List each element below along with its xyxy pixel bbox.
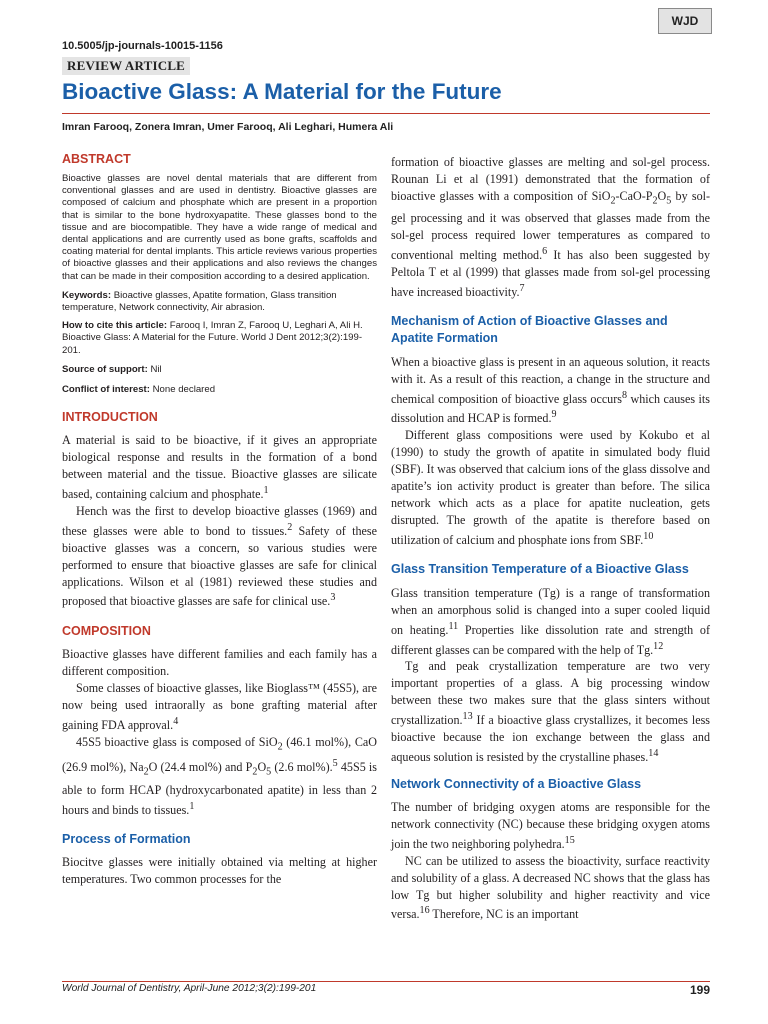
abstract-text: Bioactive glasses are novel dental materials that are different from conventional glasses and are used in dentistry. Bioactive glasses are composed of calcium and phosphate which are present in a proportion that is similar to the bone hydroxyapatite. These glasses bond to the tissue and are biocompatible. They have a wide range of medical and dental applications and are currently used as bone grafts, scaffolds and coating material for dental implants. This article reviews various properties of bioactive glasses and their applications and also reviews the changes that can be made in their composition according to a desired application. [62,173,377,282]
network-paragraph-1: The number of bridging oxygen atoms are responsible for the network connectivity (NC) because these bridging oxygen atoms join the two neighboring polyhedra.$^{15}$ [391,799,710,851]
process-heading: Process of Formation [62,832,191,847]
footer-divider [62,981,710,982]
journal-tag: WJD [658,8,712,34]
composition-paragraph-1: Bioactive glasses have different families and each family has a different composition. [62,647,377,679]
composition-paragraph-2: Some classes of bioactive glasses, like Bioglass™ (45S5), are now being used intraorally as bone grafting material after gaining FDA approval.$^4$ [62,681,377,733]
composition-heading: COMPOSITION [62,624,151,639]
keywords-label: Keywords: [62,289,112,301]
right-column [391,154,710,923]
citation-text: Farooq I, Imran Z, Farooq U, Leghari A, Ali H. Bioactive Glass: A Material for the Future. World J Dent 2012;3(2):199-201. [62,320,363,356]
conflict-label: Conflict of interest: [62,384,150,396]
support-label: Source of support: [62,363,148,375]
process-paragraph-2: formation of bioactive glasses are melting and sol-gel process. Rounan Li et al (1991) demonstrated that the formation of bioactive glasses with a composition of $SiO_2-CaO-P_2O_5$ by sol-gel processing and it was observed that glasses made from the sol-gel process required lower temperatures as compared to conventional melting method.$^6$ It has also been suggested by Peltola T et al (1999) that glasses made from sol-gel processing have increased bioactivity.$^7$ [391,155,711,299]
support-value: Nil [150,363,162,375]
glass-transition-heading: Glass Transition Temperature of a Bioactive Glass [391,561,689,576]
title-divider [62,113,710,114]
article-title: Bioactive Glass: A Material for the Future [62,79,502,104]
introduction-heading: INTRODUCTION [62,410,158,425]
author-list: Imran Farooq, Zonera Imran, Umer Farooq, Ali Leghari, Humera Ali [62,121,394,133]
source-of-support [62,364,377,376]
composition-paragraph-3: 45S5 bioactive glass is composed of SiO$_2$ (46.1 mol%), CaO (26.9 mol%), $Na_2O$ (24.4 mol%) and $P_2O_5$ (2.6 mol%).$^5$ 45S5 is able to form HCAP (hydroxycarbonated apatite) in less than 2 hours and binds to tissues.$^1$ [62,734,377,817]
abstract-heading: ABSTRACT [62,152,131,166]
citation [62,320,377,357]
mechanism-heading: Mechanism of Action of Bioactive Glasses and Apatite Formation [391,313,668,345]
glass-transition-paragraph-2: Tg and peak crystallization temperature are two very important properties of a glass. A big processing window between these two makes sure that the glass sinters without crystallization.$^{13}$ If a bioactive glass crystallizes, it becomes less bioactive because the ion exchange between the glass and aqueous solution is resisted by the crystalline phases.$^{14}$ [391,659,710,765]
page-number: 199 [689,983,710,997]
footer-journal-citation: World Journal of Dentistry, April-June 2012;3(2):199-201 [62,983,317,994]
keywords [62,290,377,314]
network-heading: Network Connectivity of a Bioactive Glass [391,776,642,791]
process-paragraph-1: Biocitve glasses were initially obtained via melting at higher temperatures. Two common processes for the [62,855,377,887]
doi: 10.5005/jp-journals-10015-1156 [62,40,223,52]
conflict-of-interest [62,384,377,396]
mechanism-paragraph-2: Different glass compositions were used by Kokubo et al (1990) to study the growth of apatite in simulated body fluid (SBF). It was observed that calcium ions of the glass dissolve and apatite’s ion activity product is greater than before. The silica network which acts as a place for apatite nucleation, gets disrupted. The growth of the apatite is therefore based on utilization of calcium and phosphate ions from SBF.$^{10}$ [391,428,710,547]
conflict-value: None declared [152,384,216,396]
keywords-text: Bioactive glasses, Apatite formation, Glass transition temperature, Network connectivity, Air abrasion. [62,289,337,314]
citation-label: How to cite this article: [62,320,168,332]
left-column [62,152,377,888]
glass-transition-paragraph-1: Glass transition temperature (Tg) is a range of transformation when an amorphous solid is changed into a super cooled liquid on heating.$^{11}$ Properties like dissolution rate and strength of different glasses can be compared with the help of Tg.$^{12}$ [391,585,710,657]
network-paragraph-2: NC can be utilized to assess the bioactivity, surface reactivity and solubility of a glass. A decreased NC shows that the glass has low Tg but higher solubility and higher reactivity and vice versa.$^{16}$ Therefore, NC is an important [391,853,710,922]
article-type-label: REVIEW ARTICLE [62,57,190,75]
intro-paragraph-1: A material is said to be bioactive, if it gives an appropriate biological response and results in the formation of a bond between material and the tissue. Bioactive glasses are silicate based, containing calcium and phosphate.$^1$ [62,433,377,501]
intro-paragraph-2: Hench was the first to develop bioactive glasses (1969) and these glasses were able to bond to tissues.$^2$ Safety of these bioactive glasses was a concern, so various studies were performed to ensure that bioactive glasses are safe for clinical applications. Wilson et al (1981) reviewed these studies and proposed that bioactive glasses are safe for clinical use.$^3$ [62,503,377,609]
mechanism-paragraph-1: When a bioactive glass is present in an aqueous solution, it reacts with it. As a result of this reaction, a change in the structure and chemical composition of bioactive glass occurs$^8$ which causes its dissolution and HCAP is formed.$^9$ [391,354,710,426]
